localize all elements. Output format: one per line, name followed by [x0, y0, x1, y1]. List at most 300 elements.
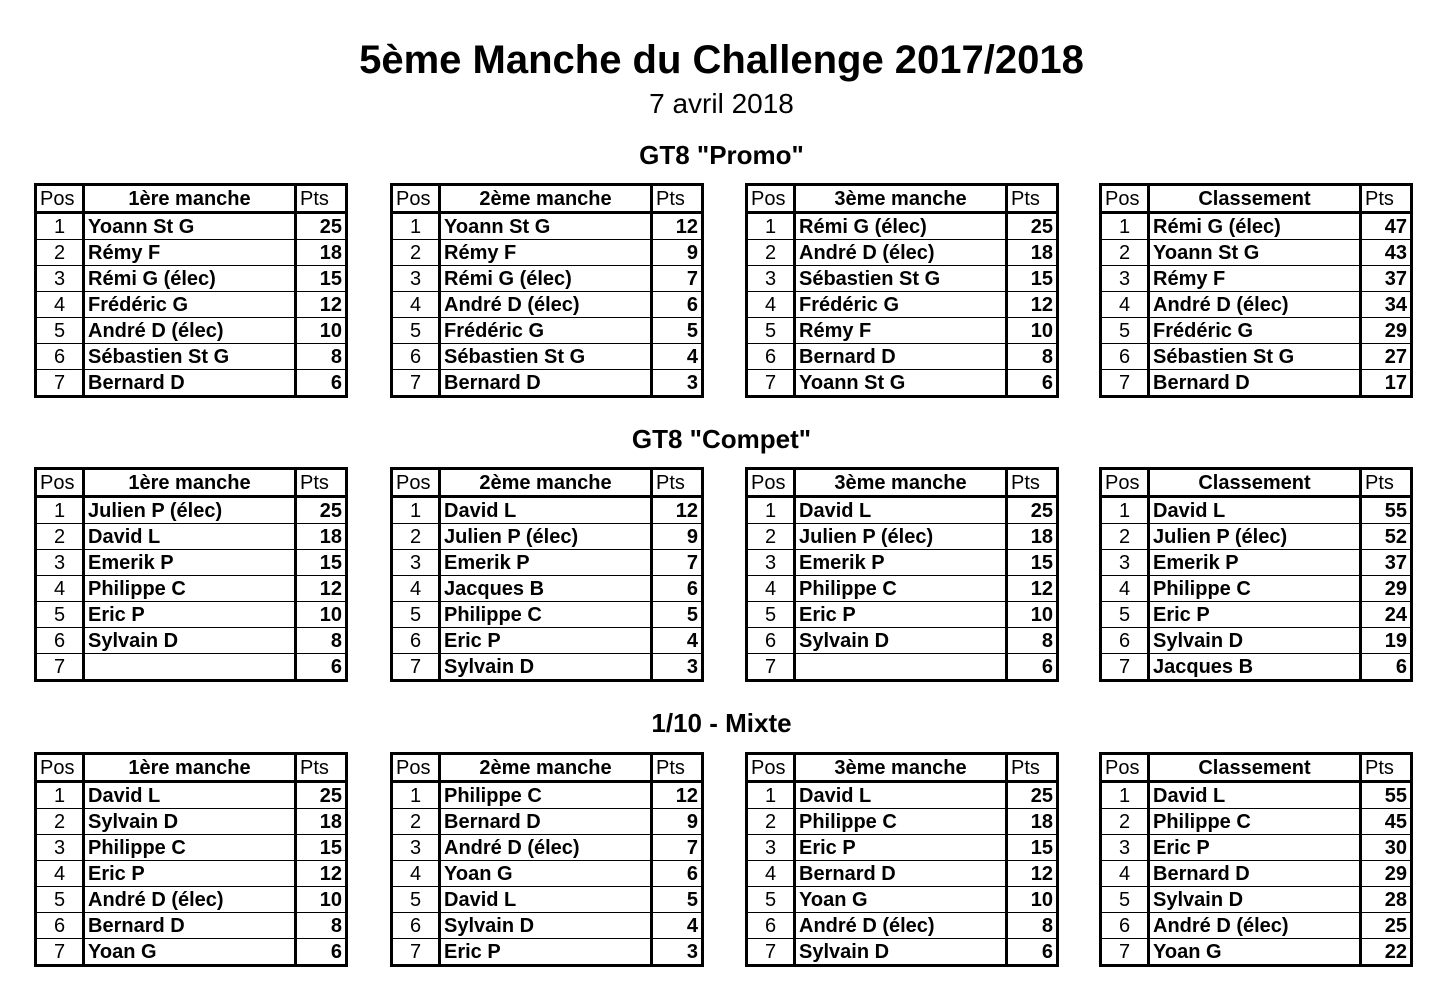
header-2eme-manche: 2ème manche	[440, 469, 652, 497]
position-cell: 2	[392, 809, 440, 835]
table-row	[747, 913, 1058, 939]
header-3eme-manche: 3ème manche	[795, 469, 1007, 497]
table-row	[392, 524, 703, 550]
position-cell: 1	[392, 213, 440, 240]
table-row	[747, 370, 1058, 397]
driver-name-cell: Eric P	[795, 835, 1007, 861]
position-cell: 6	[392, 913, 440, 939]
header-pts: Pts	[296, 754, 347, 782]
points-cell: 25	[296, 213, 347, 240]
position-cell: 2	[1101, 809, 1149, 835]
position-cell: 6	[392, 628, 440, 654]
driver-name-cell: Rémi G (élec)	[440, 266, 652, 292]
table-row	[36, 240, 347, 266]
driver-name-cell: Frédéric G	[84, 292, 296, 318]
table-3eme-manche	[745, 752, 1059, 967]
points-cell: 45	[1361, 809, 1412, 835]
driver-name-cell: Sylvain D	[1149, 628, 1361, 654]
header-row	[1101, 469, 1412, 497]
table-row	[1101, 318, 1412, 344]
header-classement: Classement	[1149, 754, 1361, 782]
table-row	[36, 292, 347, 318]
points-cell: 9	[652, 809, 703, 835]
points-cell: 12	[1007, 861, 1058, 887]
header-pos: Pos	[1101, 754, 1149, 782]
table-row	[747, 550, 1058, 576]
table-row	[1101, 497, 1412, 524]
points-cell: 12	[1007, 292, 1058, 318]
driver-name-cell: Yoann St G	[1149, 240, 1361, 266]
points-cell: 3	[652, 939, 703, 966]
position-cell: 6	[747, 344, 795, 370]
driver-name-cell: Rémi G (élec)	[795, 213, 1007, 240]
position-cell: 4	[1101, 292, 1149, 318]
points-cell: 25	[296, 497, 347, 524]
header-pos: Pos	[1101, 185, 1149, 213]
table-row	[1101, 835, 1412, 861]
table-row	[392, 266, 703, 292]
driver-name-cell	[84, 654, 296, 681]
position-cell: 3	[747, 835, 795, 861]
points-cell: 15	[296, 266, 347, 292]
position-cell: 2	[1101, 524, 1149, 550]
table-row	[36, 497, 347, 524]
driver-name-cell: André D (élec)	[795, 240, 1007, 266]
points-cell: 5	[652, 602, 703, 628]
position-cell: 7	[392, 654, 440, 681]
header-pts: Pts	[652, 469, 703, 497]
table-row	[392, 887, 703, 913]
points-cell: 25	[296, 782, 347, 809]
table-row	[392, 497, 703, 524]
table-row	[392, 576, 703, 602]
driver-name-cell: Philippe C	[795, 809, 1007, 835]
table-row	[392, 809, 703, 835]
points-cell: 27	[1361, 344, 1412, 370]
points-cell: 15	[1007, 550, 1058, 576]
header-pos: Pos	[36, 754, 84, 782]
table-row	[36, 550, 347, 576]
driver-name-cell: Frédéric G	[1149, 318, 1361, 344]
position-cell: 1	[747, 782, 795, 809]
points-cell: 9	[652, 524, 703, 550]
points-cell: 6	[652, 292, 703, 318]
driver-name-cell: David L	[84, 524, 296, 550]
position-cell: 5	[747, 887, 795, 913]
points-cell: 6	[296, 370, 347, 397]
table-row	[392, 602, 703, 628]
table-2eme-manche	[390, 183, 704, 398]
driver-name-cell: David L	[1149, 497, 1361, 524]
position-cell: 1	[36, 497, 84, 524]
header-row	[747, 185, 1058, 213]
driver-name-cell: Bernard D	[795, 344, 1007, 370]
table-row	[392, 240, 703, 266]
position-cell: 7	[1101, 939, 1149, 966]
points-cell: 8	[1007, 628, 1058, 654]
points-cell: 29	[1361, 576, 1412, 602]
points-cell: 12	[296, 292, 347, 318]
driver-name-cell: Sylvain D	[84, 628, 296, 654]
position-cell: 5	[392, 318, 440, 344]
header-pts: Pts	[1007, 469, 1058, 497]
driver-name-cell: André D (élec)	[1149, 913, 1361, 939]
points-cell: 18	[296, 809, 347, 835]
driver-name-cell: Sylvain D	[440, 654, 652, 681]
table-row	[747, 782, 1058, 809]
table-row	[1101, 628, 1412, 654]
table-1ere-manche	[34, 752, 348, 967]
position-cell: 6	[36, 913, 84, 939]
points-cell: 25	[1007, 213, 1058, 240]
points-cell: 34	[1361, 292, 1412, 318]
table-row	[747, 292, 1058, 318]
table-row	[392, 292, 703, 318]
driver-name-cell: Bernard D	[795, 861, 1007, 887]
position-cell: 3	[36, 835, 84, 861]
position-cell: 4	[1101, 861, 1149, 887]
table-row	[1101, 913, 1412, 939]
header-2eme-manche: 2ème manche	[440, 754, 652, 782]
header-pos: Pos	[392, 185, 440, 213]
section-title: 1/10 - Mixte	[651, 708, 792, 738]
header-pts: Pts	[1361, 469, 1412, 497]
table-row	[747, 602, 1058, 628]
points-cell: 12	[296, 576, 347, 602]
points-cell: 25	[1007, 782, 1058, 809]
position-cell: 4	[747, 861, 795, 887]
header-pts: Pts	[652, 185, 703, 213]
driver-name-cell: Sébastien St G	[84, 344, 296, 370]
header-row	[1101, 185, 1412, 213]
table-row	[392, 344, 703, 370]
header-2eme-manche: 2ème manche	[440, 185, 652, 213]
position-cell: 4	[392, 861, 440, 887]
table-row	[36, 602, 347, 628]
position-cell: 1	[747, 497, 795, 524]
points-cell: 12	[652, 213, 703, 240]
position-cell: 1	[36, 213, 84, 240]
driver-name-cell: Bernard D	[84, 913, 296, 939]
table-row	[747, 318, 1058, 344]
points-cell: 4	[652, 913, 703, 939]
header-pts: Pts	[1361, 754, 1412, 782]
driver-name-cell: Yoann St G	[440, 213, 652, 240]
driver-name-cell: Eric P	[795, 602, 1007, 628]
driver-name-cell: André D (élec)	[440, 835, 652, 861]
position-cell: 3	[1101, 835, 1149, 861]
table-row	[36, 318, 347, 344]
table-row	[747, 213, 1058, 240]
driver-name-cell: Eric P	[84, 861, 296, 887]
points-cell: 19	[1361, 628, 1412, 654]
position-cell: 5	[392, 602, 440, 628]
table-row	[1101, 654, 1412, 681]
points-cell: 12	[652, 782, 703, 809]
table-row	[1101, 887, 1412, 913]
position-cell: 5	[1101, 887, 1149, 913]
position-cell: 1	[747, 213, 795, 240]
header-pos: Pos	[36, 185, 84, 213]
table-row	[392, 654, 703, 681]
points-cell: 15	[1007, 835, 1058, 861]
driver-name-cell: Julien P (élec)	[1149, 524, 1361, 550]
table-row	[1101, 602, 1412, 628]
position-cell: 7	[392, 370, 440, 397]
table-row	[36, 213, 347, 240]
table-1ere-manche	[34, 467, 348, 682]
driver-name-cell: Sylvain D	[795, 628, 1007, 654]
table-row	[36, 887, 347, 913]
points-cell: 25	[1361, 913, 1412, 939]
table-row	[1101, 292, 1412, 318]
table-2eme-manche	[390, 467, 704, 682]
position-cell: 2	[36, 809, 84, 835]
points-cell: 4	[652, 344, 703, 370]
driver-name-cell: Sébastien St G	[795, 266, 1007, 292]
table-row	[36, 782, 347, 809]
header-pos: Pos	[747, 469, 795, 497]
position-cell: 4	[1101, 576, 1149, 602]
position-cell: 1	[1101, 497, 1149, 524]
driver-name-cell: David L	[440, 887, 652, 913]
position-cell: 3	[392, 266, 440, 292]
position-cell: 6	[747, 913, 795, 939]
header-3eme-manche: 3ème manche	[795, 754, 1007, 782]
table-row	[747, 344, 1058, 370]
points-cell: 18	[296, 240, 347, 266]
position-cell: 6	[392, 344, 440, 370]
driver-name-cell: Philippe C	[1149, 576, 1361, 602]
points-cell: 22	[1361, 939, 1412, 966]
driver-name-cell: Rémi G (élec)	[84, 266, 296, 292]
points-cell: 25	[1007, 497, 1058, 524]
points-cell: 8	[296, 913, 347, 939]
position-cell: 1	[36, 782, 84, 809]
driver-name-cell: Emerik P	[84, 550, 296, 576]
position-cell: 6	[36, 628, 84, 654]
header-1ere-manche: 1ère manche	[84, 754, 296, 782]
driver-name-cell: Rémy F	[795, 318, 1007, 344]
driver-name-cell: Philippe C	[440, 602, 652, 628]
driver-name-cell: André D (élec)	[440, 292, 652, 318]
points-cell: 28	[1361, 887, 1412, 913]
table-row	[392, 939, 703, 966]
position-cell: 7	[36, 370, 84, 397]
driver-name-cell: Eric P	[440, 628, 652, 654]
position-cell: 3	[36, 266, 84, 292]
table-row	[392, 213, 703, 240]
position-cell: 3	[392, 550, 440, 576]
driver-name-cell	[795, 654, 1007, 681]
position-cell: 3	[392, 835, 440, 861]
points-cell: 29	[1361, 861, 1412, 887]
position-cell: 7	[1101, 370, 1149, 397]
points-cell: 18	[1007, 240, 1058, 266]
table-row	[747, 628, 1058, 654]
driver-name-cell: Philippe C	[440, 782, 652, 809]
header-row	[36, 754, 347, 782]
position-cell: 7	[747, 370, 795, 397]
points-cell: 9	[652, 240, 703, 266]
position-cell: 2	[747, 809, 795, 835]
header-row	[392, 754, 703, 782]
driver-name-cell: Philippe C	[795, 576, 1007, 602]
driver-name-cell: David L	[1149, 782, 1361, 809]
table-row	[1101, 240, 1412, 266]
points-cell: 6	[296, 654, 347, 681]
driver-name-cell: Bernard D	[1149, 861, 1361, 887]
page-title: 5ème Manche du Challenge 2017/2018	[359, 38, 1084, 82]
header-pts: Pts	[296, 469, 347, 497]
table-row	[36, 344, 347, 370]
position-cell: 5	[747, 318, 795, 344]
position-cell: 4	[747, 576, 795, 602]
driver-name-cell: André D (élec)	[84, 887, 296, 913]
position-cell: 3	[747, 266, 795, 292]
header-pos: Pos	[1101, 469, 1149, 497]
position-cell: 4	[36, 576, 84, 602]
position-cell: 2	[392, 240, 440, 266]
driver-name-cell: Frédéric G	[440, 318, 652, 344]
driver-name-cell: André D (élec)	[795, 913, 1007, 939]
driver-name-cell: Sébastien St G	[440, 344, 652, 370]
points-cell: 12	[1007, 576, 1058, 602]
driver-name-cell: Eric P	[1149, 602, 1361, 628]
position-cell: 4	[392, 292, 440, 318]
table-row	[747, 809, 1058, 835]
points-cell: 10	[296, 318, 347, 344]
header-pts: Pts	[652, 754, 703, 782]
points-cell: 7	[652, 835, 703, 861]
points-cell: 55	[1361, 782, 1412, 809]
points-cell: 37	[1361, 550, 1412, 576]
table-row	[1101, 370, 1412, 397]
header-pos: Pos	[36, 469, 84, 497]
driver-name-cell: Yoan G	[1149, 939, 1361, 966]
header-classement: Classement	[1149, 185, 1361, 213]
table-row	[36, 628, 347, 654]
header-classement: Classement	[1149, 469, 1361, 497]
position-cell: 7	[36, 939, 84, 966]
table-row	[1101, 524, 1412, 550]
points-cell: 3	[652, 654, 703, 681]
position-cell: 7	[747, 939, 795, 966]
points-cell: 8	[296, 344, 347, 370]
driver-name-cell: David L	[84, 782, 296, 809]
table-classement	[1099, 752, 1413, 967]
header-pos: Pos	[747, 185, 795, 213]
driver-name-cell: Sylvain D	[440, 913, 652, 939]
header-pos: Pos	[392, 754, 440, 782]
driver-name-cell: Yoann St G	[84, 213, 296, 240]
points-cell: 15	[1007, 266, 1058, 292]
table-row	[36, 835, 347, 861]
position-cell: 4	[36, 292, 84, 318]
position-cell: 1	[392, 497, 440, 524]
driver-name-cell: Julien P (élec)	[84, 497, 296, 524]
driver-name-cell: Philippe C	[84, 576, 296, 602]
section-title: GT8 "Promo"	[639, 140, 804, 170]
table-row	[36, 939, 347, 966]
table-classement	[1099, 183, 1413, 398]
driver-name-cell: Rémy F	[84, 240, 296, 266]
points-cell: 6	[296, 939, 347, 966]
points-cell: 6	[652, 861, 703, 887]
driver-name-cell: Emerik P	[1149, 550, 1361, 576]
points-cell: 47	[1361, 213, 1412, 240]
position-cell: 5	[36, 318, 84, 344]
driver-name-cell: David L	[795, 497, 1007, 524]
table-row	[1101, 213, 1412, 240]
points-cell: 4	[652, 628, 703, 654]
table-3eme-manche	[745, 467, 1059, 682]
driver-name-cell: Jacques B	[1149, 654, 1361, 681]
position-cell: 5	[36, 602, 84, 628]
header-3eme-manche: 3ème manche	[795, 185, 1007, 213]
position-cell: 7	[36, 654, 84, 681]
points-cell: 37	[1361, 266, 1412, 292]
points-cell: 6	[652, 576, 703, 602]
header-pts: Pts	[296, 185, 347, 213]
points-cell: 10	[1007, 318, 1058, 344]
driver-name-cell: André D (élec)	[1149, 292, 1361, 318]
table-classement	[1099, 467, 1413, 682]
points-cell: 6	[1007, 370, 1058, 397]
driver-name-cell: Sylvain D	[795, 939, 1007, 966]
points-cell: 18	[1007, 809, 1058, 835]
table-row	[36, 524, 347, 550]
driver-name-cell: Philippe C	[84, 835, 296, 861]
header-pts: Pts	[1007, 754, 1058, 782]
table-row	[392, 370, 703, 397]
section-title: GT8 "Compet"	[631, 424, 812, 454]
position-cell: 7	[747, 654, 795, 681]
position-cell: 6	[1101, 913, 1149, 939]
table-row	[747, 654, 1058, 681]
points-cell: 18	[296, 524, 347, 550]
points-cell: 43	[1361, 240, 1412, 266]
position-cell: 5	[747, 602, 795, 628]
table-row	[1101, 939, 1412, 966]
points-cell: 52	[1361, 524, 1412, 550]
position-cell: 5	[392, 887, 440, 913]
driver-name-cell: André D (élec)	[84, 318, 296, 344]
position-cell: 2	[36, 240, 84, 266]
points-cell: 3	[652, 370, 703, 397]
points-cell: 17	[1361, 370, 1412, 397]
points-cell: 6	[1361, 654, 1412, 681]
table-row	[747, 266, 1058, 292]
position-cell: 2	[747, 524, 795, 550]
driver-name-cell: Yoan G	[795, 887, 1007, 913]
points-cell: 5	[652, 318, 703, 344]
driver-name-cell: David L	[440, 497, 652, 524]
driver-name-cell: Eric P	[84, 602, 296, 628]
driver-name-cell: Sébastien St G	[1149, 344, 1361, 370]
header-row	[392, 185, 703, 213]
header-pts: Pts	[1007, 185, 1058, 213]
driver-name-cell: Julien P (élec)	[440, 524, 652, 550]
position-cell: 1	[1101, 782, 1149, 809]
position-cell: 2	[392, 524, 440, 550]
header-1ere-manche: 1ère manche	[84, 469, 296, 497]
table-row	[747, 861, 1058, 887]
position-cell: 2	[36, 524, 84, 550]
table-row	[1101, 576, 1412, 602]
table-row	[747, 887, 1058, 913]
position-cell: 4	[36, 861, 84, 887]
